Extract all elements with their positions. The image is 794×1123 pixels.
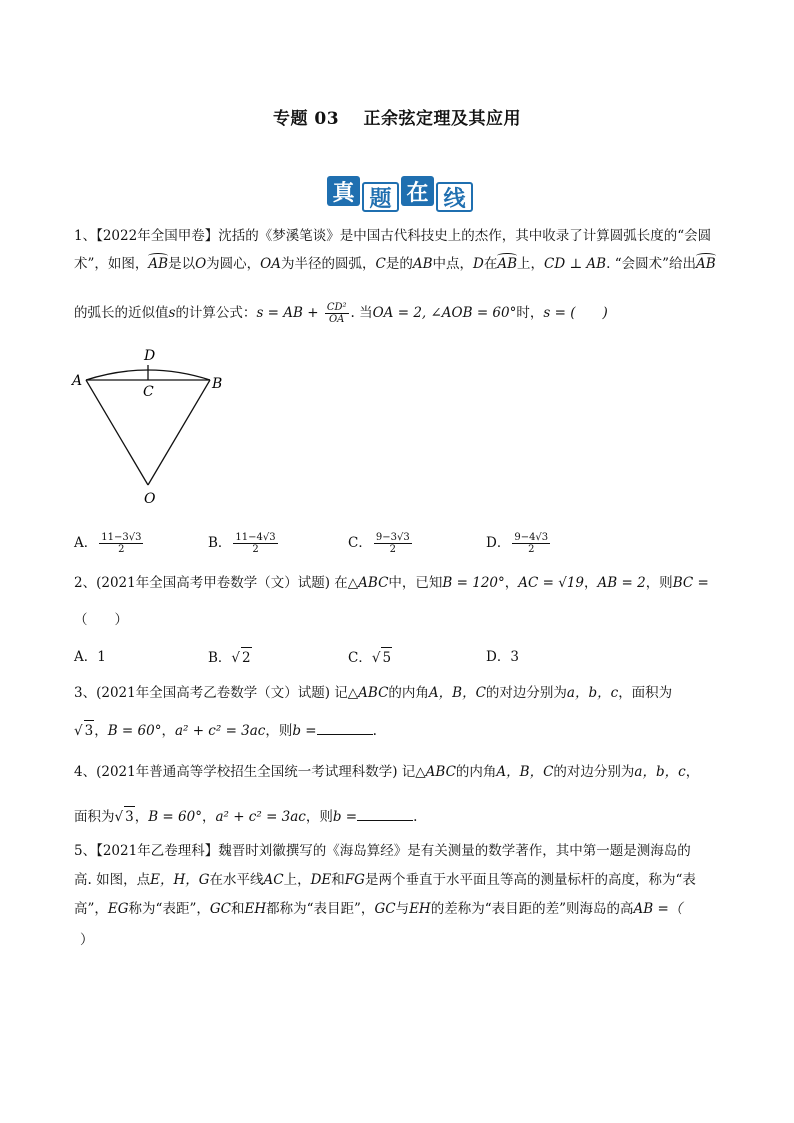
- q1-option-b[interactable]: B． $\frac{11-4√3}{2}$: [208, 532, 276, 555]
- page-title: [0, 104, 794, 129]
- q3-answer-blank[interactable]: [317, 720, 373, 735]
- q5-line-2: 高. 如图，点E，H，G在水平线AC上，DE和FG是两个垂直于水平面且等高的测量标杆的高度，称为“表: [74, 872, 696, 888]
- q2-option-a[interactable]: A．1: [74, 649, 106, 665]
- q1-option-d[interactable]: D． $\frac{9-4√3}{2}$: [486, 532, 549, 555]
- section-banner: [327, 176, 473, 212]
- label-b: B: [212, 376, 223, 392]
- q2-option-d[interactable]: D．3: [486, 649, 519, 665]
- q4-line-1: 4、(2021年普通高等学校招生全国统一考试理科数学) 记△ABC的内角A，B，C的对边分别为a，b，c，: [74, 764, 700, 780]
- formula-fraction: $\frac{\text{CD²}}{OA}$: [326, 302, 347, 325]
- title-text: 正余弦定理及其应用: [363, 109, 521, 129]
- q1-option-c[interactable]: C． $\frac{9-3√3}{2}$: [348, 532, 410, 555]
- banner-char-2: 题: [362, 182, 399, 212]
- q1-line-3: 的弧长的近似值s的计算公式：s = AB + $\frac{\text{CD²}}{OA}$ . 当OA = 2, ∠AOB = 60°时，s = ( ): [74, 302, 608, 325]
- label-d: D: [144, 348, 156, 364]
- banner-char-3: 在: [401, 176, 434, 206]
- q5-line-3: 高”，EG称为“表距”，GC和EH都称为“表目距”，GC与EH的差称为“表目距的差”则海岛的高AB =（: [74, 901, 683, 917]
- label-a: A: [72, 373, 83, 389]
- q1-figure: [62, 340, 232, 515]
- q3-line-1: 3、(2021年全国高考乙卷数学（文）试题) 记△ABC的内角A，B，C的对边分别为a，b，c，面积为: [74, 685, 673, 701]
- q5-line-4: ）: [80, 932, 94, 948]
- q3-line-2: √ 3，B = 60°，a² + c² = 3ac，则b = .: [74, 720, 734, 741]
- banner-char-1: 真: [327, 176, 360, 206]
- label-c: C: [143, 384, 154, 400]
- q2-line-1: 2、(2021年全国高考甲卷数学（文）试题) 在△ABC中，已知B = 120°，AC = √19，AB = 2，则BC =: [74, 575, 709, 591]
- radius-oa: [86, 380, 148, 485]
- q1-line-2: 术”，如图，AB是以O为圆心，OA为半径的圆弧，C是的AB中点，D在AB上，CD ⊥ AB. “会圆术”给出AB: [74, 256, 716, 272]
- q2-line-2: （ ）: [74, 612, 128, 628]
- banner-char-4: 线: [436, 182, 473, 212]
- title-number: 专题 03: [273, 109, 340, 129]
- q1-line-1: 1、【2022年全国甲卷】沈括的《梦溪笔谈》是中国古代科技史上的杰作，其中收录了计算圆弧长度的“会圆: [74, 228, 712, 244]
- q2-option-b[interactable]: B．√ 2: [208, 647, 252, 668]
- q4-answer-blank[interactable]: [357, 806, 413, 821]
- label-o: O: [144, 491, 156, 507]
- q4-line-2: 面积为√ 3，B = 60°，a² + c² = 3ac，则b = .: [74, 806, 734, 827]
- radius-ob: [148, 380, 210, 485]
- q5-line-1: 5、【2021年乙卷理科】魏晋时刘徽撰写的《海岛算经》是有关测量的数学著作，其中第一题是测海岛的: [74, 843, 691, 859]
- q1-option-a[interactable]: A． $\frac{11-3√3}{2}$: [74, 532, 142, 555]
- q2-option-c[interactable]: C．√ 5: [348, 647, 392, 668]
